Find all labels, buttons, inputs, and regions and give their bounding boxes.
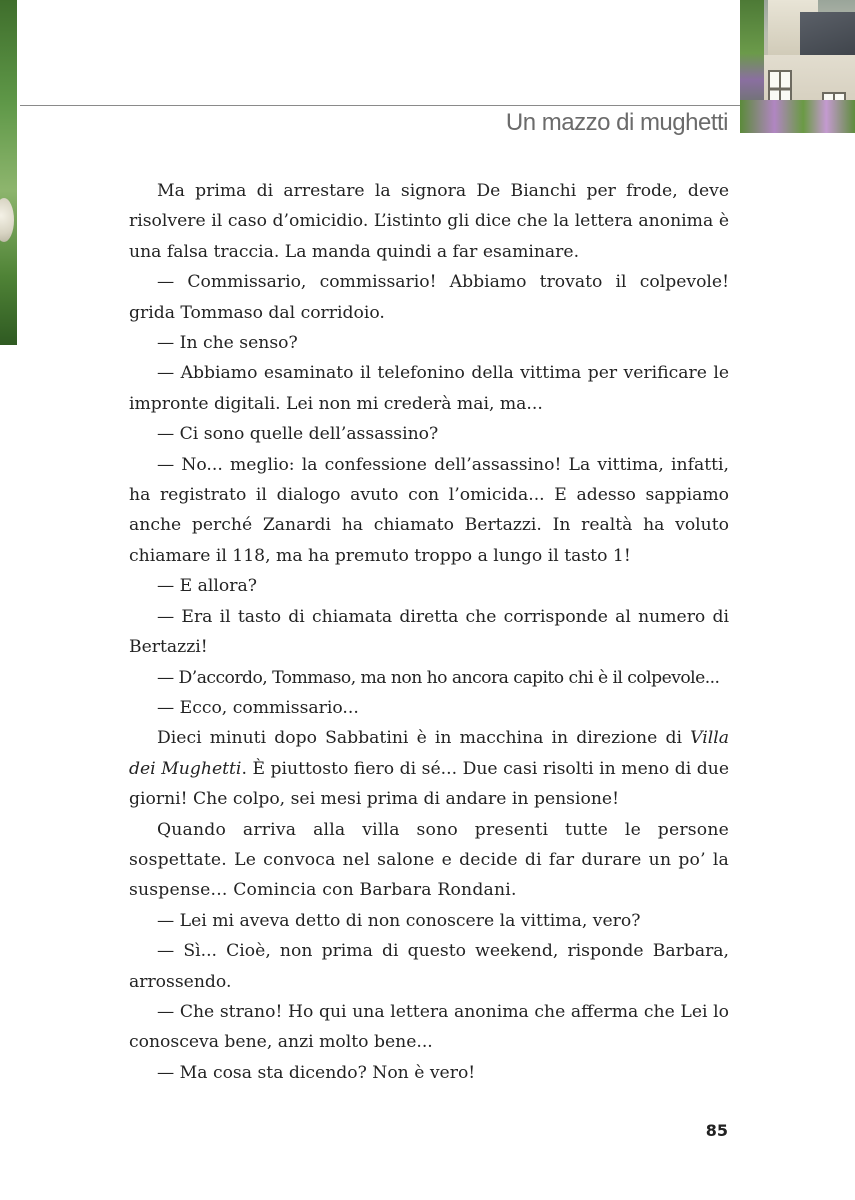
paragraph: — Ci sono quelle dell’assassino? xyxy=(157,424,439,445)
italic-place-name: Villa dei Mughetti xyxy=(129,728,729,779)
paragraph: — Che strano! Ho qui una lettera anonima che afferma che Lei lo conosceva bene, anzi molto bene... xyxy=(129,1001,729,1053)
lily-bud-shape xyxy=(0,198,14,242)
text-run: Dieci minuti dopo Sabbatini è in macchina in direzione di xyxy=(157,728,691,749)
paragraph: — D’accordo, Tommaso, ma non ho ancora capito chi è il colpevole... xyxy=(157,667,720,688)
paragraph: — Commissario, commissario! Abbiamo trovato il colpevole! grida Tommaso dal corridoio. xyxy=(129,272,729,323)
paragraph-villa xyxy=(129,723,729,814)
paragraph: — Sì... Cioè, non prima di questo weekend, risponde Barbara, arrossendo. xyxy=(129,941,729,992)
text-body xyxy=(129,176,729,1088)
paragraph: — In che senso? xyxy=(157,333,298,354)
paragraph: — Ma cosa sta dicendo? Non è vero! xyxy=(157,1062,476,1083)
paragraph: — E allora? xyxy=(157,576,257,597)
leaf-decoration-image xyxy=(0,0,17,345)
paragraph: Quando arriva alla villa sono presenti tutte le persone sospettate. Le convoca nel salone e decide di far durare un po’ la suspense... Comincia con Barbara Rondani. xyxy=(129,819,729,901)
header-rule xyxy=(20,105,740,106)
paragraph: — No... meglio: la confessione dell’assassino! La vittima, infatti, ha registrato il dialogo avuto con l’omicida... E adesso sappiamo anche perché Zanardi ha chiamato Bertazzi. In realtà ha voluto chiamare il 118, ma ha premuto troppo a lungo il tasto 1! xyxy=(129,454,729,566)
paragraph: — Abbiamo esaminato il telefonino della vittima per verificare le impronte digitali. Lei non mi crederà mai, ma... xyxy=(129,363,729,414)
text-run: . È piuttosto fiero di sé... Due casi risolti in meno di due giorni! Che colpo, sei mesi prima di andare in pensione! xyxy=(129,758,729,810)
paragraph: — Ecco, commissario... xyxy=(157,697,359,718)
flower-bed xyxy=(740,100,855,133)
paragraph: — Era il tasto di chiamata diretta che corrisponde al numero di Bertazzi! xyxy=(129,606,729,658)
paragraph: — Lei mi aveva detto di non conoscere la vittima, vero? xyxy=(157,910,641,931)
running-title: Un mazzo di mughetti xyxy=(505,109,728,136)
villa-photo xyxy=(740,0,855,133)
paragraph: Ma prima di arrestare la signora De Bianchi per frode, deve risolvere il caso d’omicidio. L’istinto gli dice che la lettera anonima è una falsa traccia. La manda quindi a far esaminare. xyxy=(129,181,729,262)
page-number: 85 xyxy=(705,1121,728,1140)
